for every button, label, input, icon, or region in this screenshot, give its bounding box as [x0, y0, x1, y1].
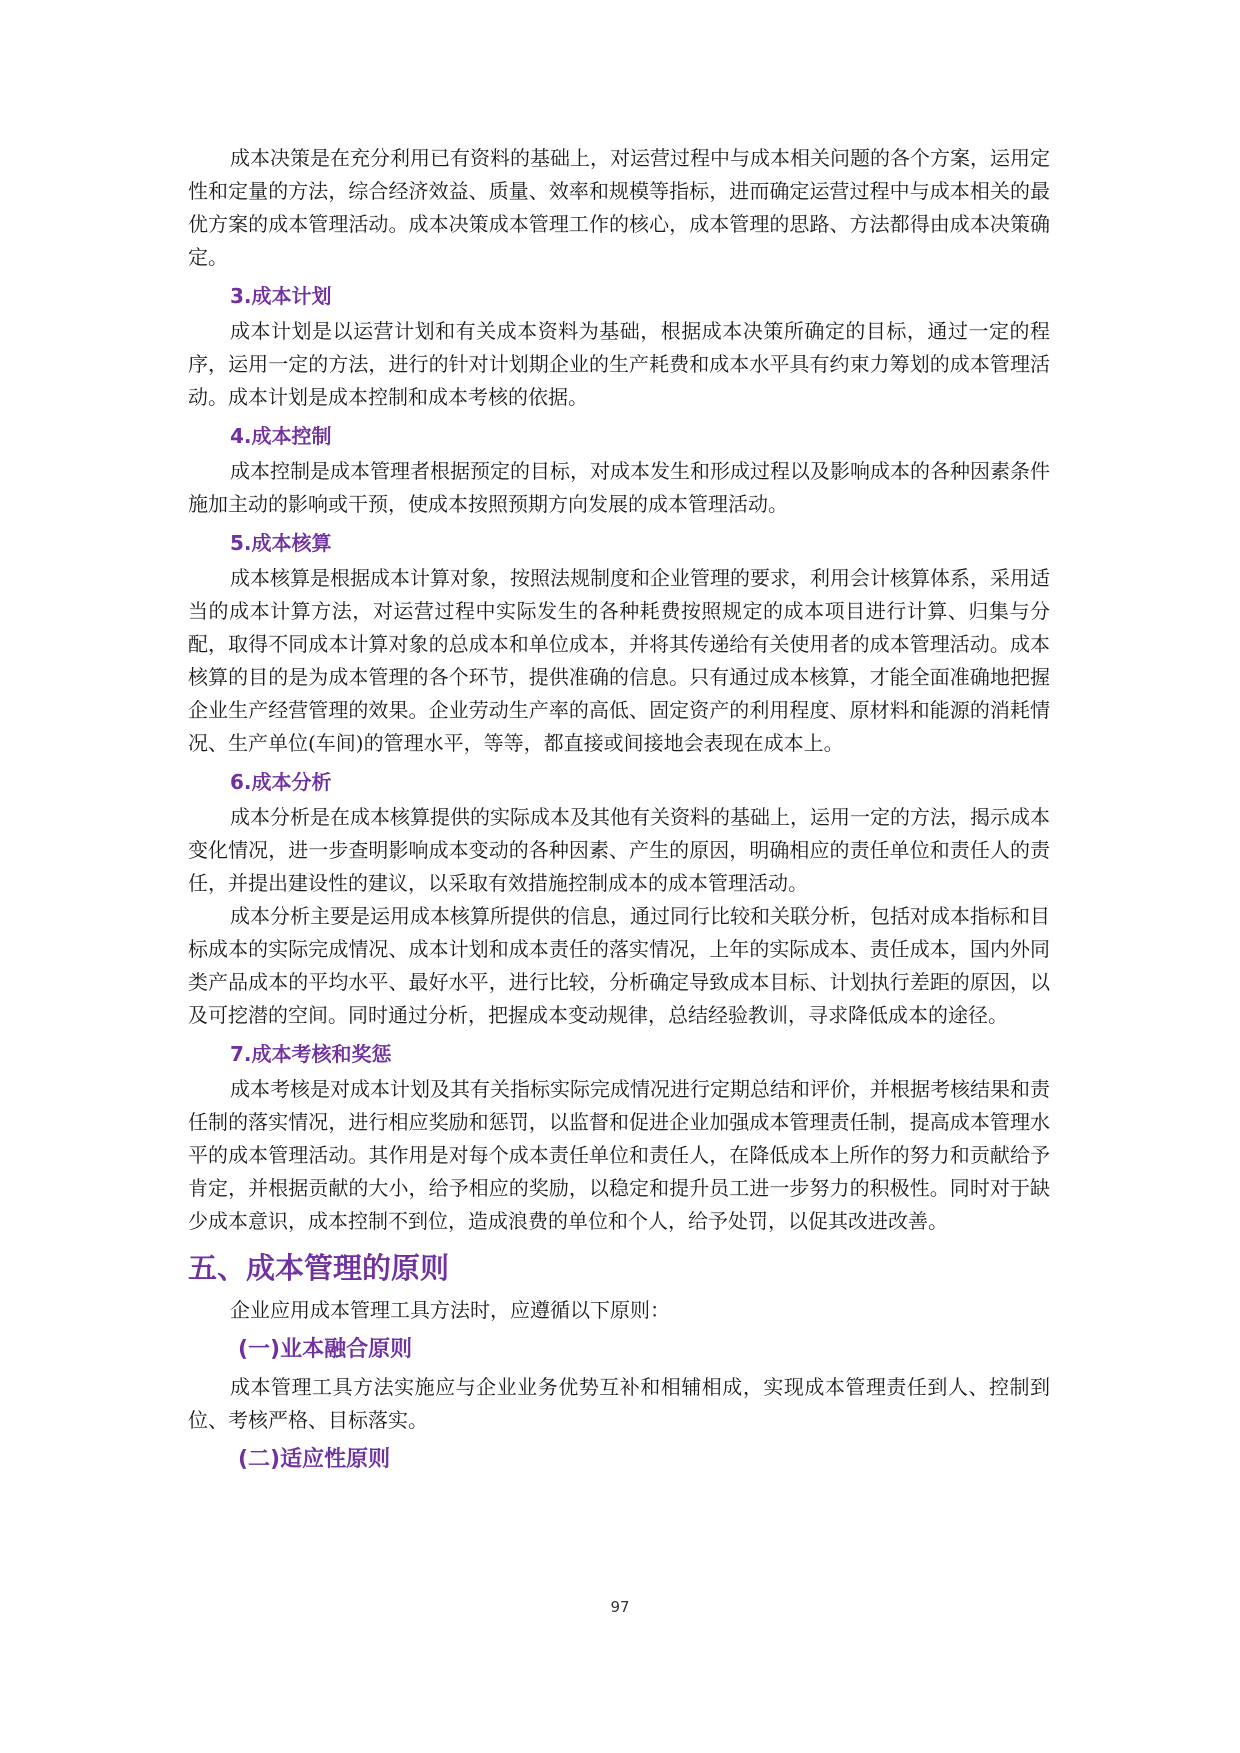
paragraph-cost-analysis-2: 成本分析主要是运用成本核算所提供的信息，通过同行比较和关联分析，包括对成本指标和目标成本的实际完成情况、成本计划和成本责任的落实情况，上年的实际成本、责任成本，国内外同类产品成本的平均水平、最好水平，进行比较，分析确定导致成本目标、计划执行差距的原因，以及可挖潜的空间。同时通过分析，把握成本变动规律，总结经验教训，寻求降低成本的途径。 — [188, 904, 1050, 1027]
heading-cost-analysis: 6.成本分析 — [230, 770, 332, 794]
paragraph-cost-analysis-1: 成本分析是在成本核算提供的实际成本及其他有关资料的基础上，运用一定的方法，揭示成本变化情况，进一步查明影响成本变动的各种因素、产生的原因，明确相应的责任单位和责任人的责任，并提出建设性的建议，以采取有效措施控制成本的成本管理活动。 — [188, 805, 1050, 895]
heading-cost-plan: 3.成本计划 — [230, 284, 332, 308]
section-title-principles: 五、成本管理的原则 — [188, 1251, 450, 1285]
paragraph-cost-control: 成本控制是成本管理者根据预定的目标，对成本发生和形成过程以及影响成本的各种因素条件施加主动的影响或干预，使成本按照预期方向发展的成本管理活动。 — [188, 459, 1050, 516]
paragraph-cost-accounting: 成本核算是根据成本计算对象，按照法规制度和企业管理的要求，利用会计核算体系，采用适当的成本计算方法，对运营过程中实际发生的各种耗费按照规定的成本项目进行计算、归集与分配，取得不同成本计算对象的总成本和单位成本，并将其传递给有关使用者的成本管理活动。成本核算的目的是为成本管理的各个环节，提供准确的信息。只有通过成本核算，才能全面准确地把握企业生产经营管理的效果。企业劳动生产率的高低、固定资产的利用程度、原材料和能源的消耗情况、生产单位(车间)的管理水平，等等，都直接或间接地会表现在成本上。 — [188, 566, 1050, 755]
paragraph-principles-intro: 企业应用成本管理工具方法时，应遵循以下原则： — [230, 1298, 670, 1322]
paragraph-cost-decision: 成本决策是在充分利用已有资料的基础上，对运营过程中与成本相关问题的各个方案，运用定性和定量的方法，综合经济效益、质量、效率和规模等指标，进而确定运营过程中与成本相关的最优方案的成本管理活动。成本决策成本管理工作的核心，成本管理的思路、方法都得由成本决策确定。 — [188, 146, 1050, 269]
page-number: 97 — [610, 1598, 630, 1616]
paragraph-principle-integration: 成本管理工具方法实施应与企业业务优势互补和相辅相成，实现成本管理责任到人、控制到位、考核严格、目标落实。 — [188, 1375, 1050, 1432]
heading-principle-adaptability: (二)适应性原则 — [238, 1447, 391, 1472]
paragraph-cost-assessment: 成本考核是对成本计划及其有关指标实际完成情况进行定期总结和评价，并根据考核结果和责任制的落实情况，进行相应奖励和惩罚，以监督和促进企业加强成本管理责任制，提高成本管理水平的成本管理活动。其作用是对每个成本责任单位和责任人，在降低成本上所作的努力和贡献给予肯定，并根据贡献的大小，给予相应的奖励，以稳定和提升员工进一步努力的积极性。同时对于缺少成本意识，成本控制不到位，造成浪费的单位和个人，给予处罚，以促其改进改善。 — [188, 1077, 1050, 1233]
paragraph-cost-plan: 成本计划是以运营计划和有关成本资料为基础，根据成本决策所确定的目标，通过一定的程序，运用一定的方法，进行的针对计划期企业的生产耗费和成本水平具有约束力筹划的成本管理活动。成本计划是成本控制和成本考核的依据。 — [188, 319, 1050, 409]
heading-cost-accounting: 5.成本核算 — [230, 531, 332, 555]
heading-cost-assessment: 7.成本考核和奖惩 — [230, 1042, 392, 1066]
page-content — [188, 142, 1050, 1481]
heading-principle-integration: (一)业本融合原则 — [238, 1337, 413, 1362]
heading-cost-control: 4.成本控制 — [230, 424, 332, 448]
